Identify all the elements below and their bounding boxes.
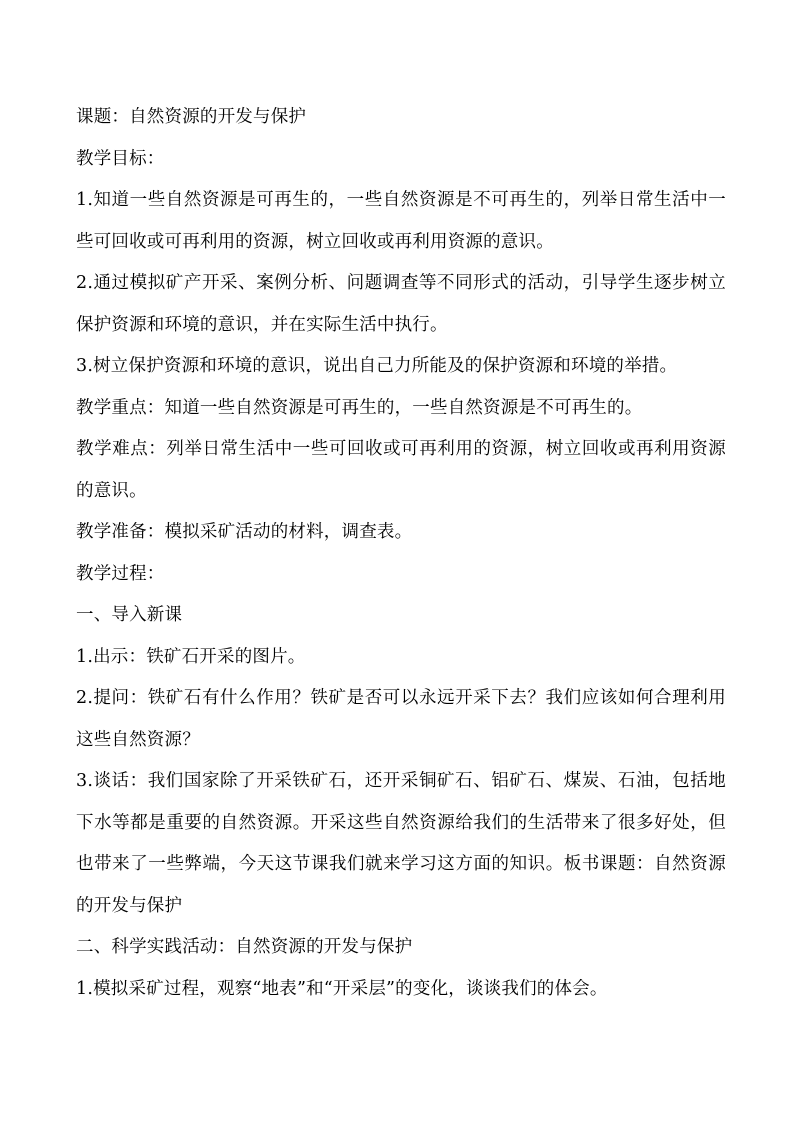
document-body <box>76 97 726 1010</box>
section-1-step-2: 2.提问：铁矿石有什么作用？铁矿是否可以永远开采下去？我们应该如何合理利用这些自然资源？ <box>76 688 726 750</box>
section-1-step-3: 3.谈话：我们国家除了开采铁矿石，还开采铜矿石、铝矿石、煤炭、石油，包括地下水等都是重要的自然资源。开采这些自然资源给我们的生活带来了很多好处，但也带来了一些弊端，今天这节课我们就来学习这方面的知识。板书课题：自然资源的开发与保护 <box>76 771 726 916</box>
section-2-heading: 二、科学实践活动：自然资源的开发与保护 <box>76 937 413 957</box>
section-2-step-1: 1.模拟采矿过程，观察“地表”和“开采层”的变化，谈谈我们的体会。 <box>76 978 608 999</box>
section-1-heading: 一、导入新课 <box>76 605 183 625</box>
section-1-step-1: 1.出示：铁矿石开采的图片。 <box>76 646 306 667</box>
teaching-difficulty: 教学难点：列举日常生活中一些可回收或可再利用的资源，树立回收或再利用资源的意识。 <box>76 439 726 501</box>
teaching-goals-heading: 教学目标： <box>76 148 165 169</box>
goal-item-1: 1.知道一些自然资源是可再生的，一些自然资源是不可再生的，列举日常生活中一些可回收或可再利用的资源，树立回收或再利用资源的意识。 <box>76 190 726 252</box>
goal-item-2: 2.通过模拟矿产开采、案例分析、问题调查等不同形式的活动，引导学生逐步树立保护资源和环境的意识，并在实际生活中执行。 <box>76 273 726 335</box>
teaching-preparation: 教学准备：模拟采矿活动的材料，调查表。 <box>76 522 413 542</box>
lesson-title: 课题：自然资源的开发与保护 <box>76 107 307 127</box>
teaching-process-heading: 教学过程： <box>76 563 165 584</box>
teaching-key-point: 教学重点：知道一些自然资源是可再生的，一些自然资源是不可再生的。 <box>76 397 643 418</box>
goal-item-3: 3.树立保护资源和环境的意识，说出自己力所能及的保护资源和环境的举措。 <box>76 356 678 376</box>
